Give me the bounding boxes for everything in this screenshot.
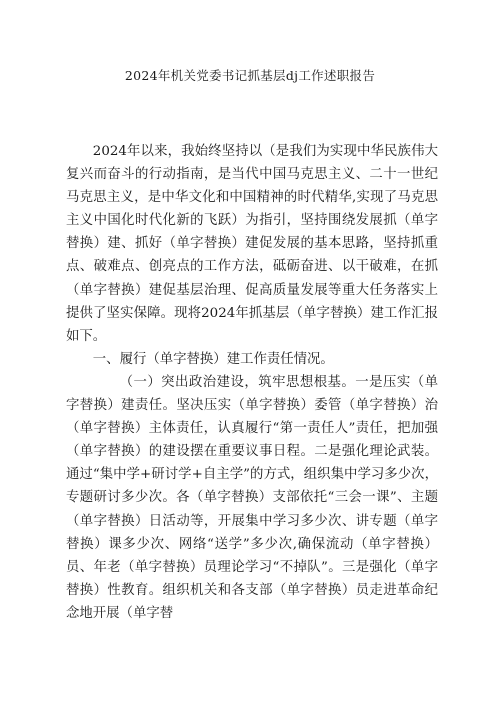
- paragraph-intro: 2024年以来，我始终坚持以（是我们为实现中华民族伟大复兴而奋斗的行动指南，是当代中国马克思主义、二十一世纪马克思主义，是中华文化和中国精神的时代精华,实现了马克思主义中国化时代化新的飞跃）为指引，坚持围绕发展抓（单字替换）建、抓好（单字替换）建促发展的基本思路，坚持抓重点、破难点、创亮点的工作方法，砥砺奋进、以干破难，在抓（单字替换）建促基层治理、促高质量发展等重大任务落实上提供了坚实保障。现将2024年抓基层（单字替换）建工作汇报如下。: [66, 144, 438, 344]
- document-body: [66, 140, 438, 625]
- paragraph-political-building: （一）突出政治建设，筑牢思想根基。一是压实（单字替换）建责任。坚决压实（单字替换）委管（单字替换）治（单字替换）主体责任，认真履行“第一责任人”责任，把加强（单字替换）的建设摆在重要议事日程。二是强化理论武装。通过“集中学+研讨学+自主学”的方式，组织集中学习多少次，专题研讨多少次。各（单字替换）支部依托“三会一课”、主题（单字替换）日活动等，开展集中学习多少次、讲专题（单字替换）课多少次、网络“送学”多少次,确保流动（单字替换）员、年老（单字替换）员理论学习“不掉队”。三是强化（单字替换）性教育。组织机关和各支部（单字替换）员走进革命纪念地开展（单字替: [66, 374, 438, 621]
- document-title: 2024年机关党委书记抓基层dj工作述职报告: [124, 68, 376, 83]
- section-heading-1: 一、履行（单字替换）建工作责任情况。: [92, 351, 334, 367]
